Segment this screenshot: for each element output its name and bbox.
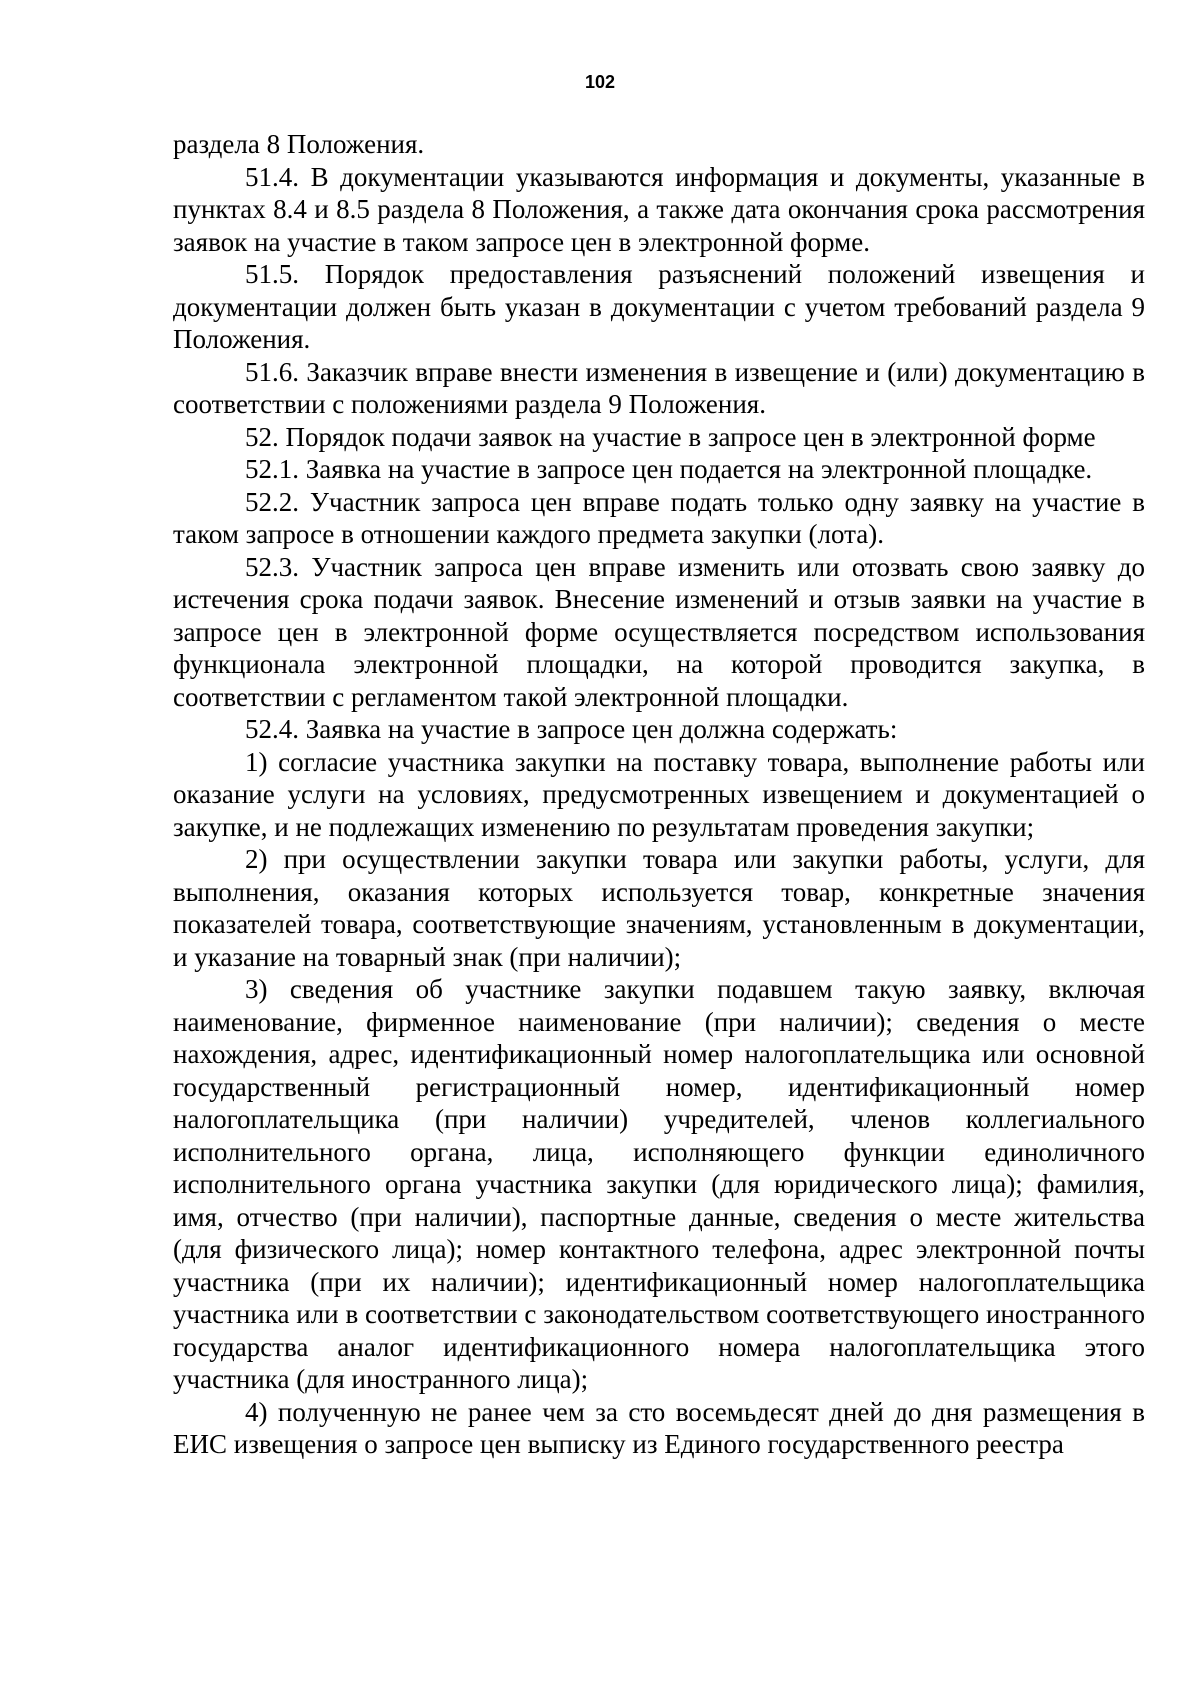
paragraph-51-5: 51.5. Порядок предоставления разъяснений положений извещения и документации должен быть указан в документации с учетом требований раздела 9 Положения. bbox=[173, 259, 1145, 354]
list-item-3: 3) сведения об участнике закупки подавшем такую заявку, включая наименование, фирменное наименование (при наличии); сведения о месте нахождения, адрес, идентификационный номер налогоплательщика или основной государственный регистрационный номер, идентификационный номер налогоплательщика (при наличии) учредителей, членов коллегиального исполнительного органа, лица, исполняющего функции единоличного исполнительного органа участника закупки (для юридического лица); фамилия, имя, отчество (при наличии), паспортные данные, сведения о месте жительства (для физического лица); номер контактного телефона, адрес электронной почты участника (при их наличии); идентификационный номер налогоплательщика участника или в соответствии с законодательством соответствующего иностранного государства аналог идентификационного номера налогоплательщика этого участника (для иностранного лица); bbox=[173, 974, 1145, 1394]
list-item-4: 4) полученную не ранее чем за сто восемьдесят дней до дня размещения в ЕИС извещения о запросе цен выписку из Единого государственного реестра bbox=[173, 1396, 1145, 1459]
list-item-2: 2) при осуществлении закупки товара или закупки работы, услуги, для выполнения, оказания которых используется товар, конкретные значения показателей товара, соответствующие значениям, установленным в документации, и указание на товарный знак (при наличии); bbox=[173, 844, 1145, 972]
list-item-1: 1) согласие участника закупки на поставку товара, выполнение работы или оказание услуги на условиях, предусмотренных извещением и документацией о закупке, и не подлежащих изменению по результатам проведения закупки; bbox=[173, 746, 1145, 842]
paragraph-continuation: раздела 8 Положения. bbox=[173, 129, 425, 159]
paragraph-52-3: 52.3. Участник запроса цен вправе изменить или отозвать свою заявку до истечения срока подачи заявок. Внесение изменений и отзыв заявки на участие в запросе цен в электронной форме осуществляется посредством использования функционала электронной площадки, на которой проводится закупка, в соответствии с регламентом такой электронной площадки. bbox=[173, 551, 1145, 712]
paragraph-51-4: 51.4. В документации указываются информация и документы, указанные в пунктах 8.4 и 8.5 раздела 8 Положения, а также дата окончания срока рассмотрения заявок на участие в таком запросе цен в электронной форме. bbox=[173, 161, 1145, 257]
paragraph-51-6: 51.6. Заказчик вправе внести изменения в извещение и (или) документацию в соответствии с положениями раздела 9 Положения. bbox=[173, 356, 1145, 419]
page-number: 102 bbox=[584, 72, 616, 92]
paragraph-52-1: 52.1. Заявка на участие в запросе цен подается на электронной площадке. bbox=[245, 454, 1093, 484]
document-body bbox=[173, 128, 1145, 1461]
section-heading-52: 52. Порядок подачи заявок на участие в запросе цен в электронной форме bbox=[245, 421, 1096, 452]
paragraph-52-4: 52.4. Заявка на участие в запросе цен должна содержать: bbox=[245, 714, 898, 744]
paragraph-52-2: 52.2. Участник запроса цен вправе подать только одну заявку на участие в таком запросе в отношении каждого предмета закупки (лота). bbox=[173, 486, 1145, 549]
